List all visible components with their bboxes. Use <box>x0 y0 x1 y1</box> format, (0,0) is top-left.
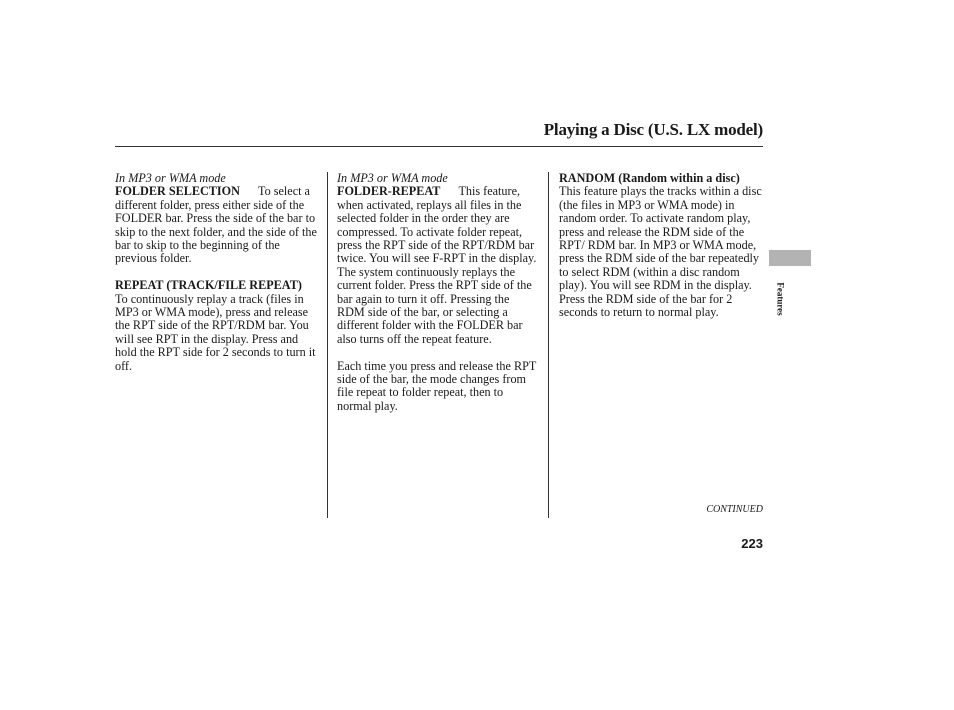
folder-selection-body: To select a different folder, press either side of the FOLDER bar. Press the side of the bar to skip to the next folder, and the side of the bar to skip to the beginning of the previous folder. <box>115 184 317 266</box>
random-paragraph <box>559 172 764 319</box>
mode-label: In MP3 or WMA mode <box>115 171 226 185</box>
folder-repeat-paragraph <box>337 185 540 346</box>
folder-repeat-heading: FOLDER-REPEAT <box>337 184 441 199</box>
column-divider <box>548 172 549 518</box>
random-heading: RANDOM (Random within a disc) <box>559 171 740 185</box>
title-rule <box>115 146 763 147</box>
column-divider <box>327 172 328 518</box>
repeat-mode-paragraph: Each time you press and release the RPT side of the bar, the mode changes from file repeat to folder repeat, then to normal play. <box>337 358 537 413</box>
section-label: Features <box>775 282 786 316</box>
folder-repeat-body: This feature, when activated, replays all files in the selected folder in the order they are compressed. To activate folder repeat, press the RPT side of the RPT/RDM bar twice. You will see F-RPT in the display. The system continuously replays the current folder. Press the RPT side of the bar again to turn it off. Pressing the RDM side of the bar, or selecting a different folder with the FOLDER bar also turns off the repeat feature. <box>337 184 537 346</box>
section-tab <box>769 250 811 266</box>
random-body: This feature plays the tracks within a disc (the files in MP3 or WMA mode) in random order. To activate random play, press and release the RDM side of the RPT/ RDM bar. In MP3 or WMA mode, press the RDM side of the bar repeatedly to select RDM (within a disc random play). You will see RDM in the display. Press the RDM side of the bar for 2 seconds to return to normal play. <box>559 184 762 320</box>
column-2 <box>337 172 540 427</box>
page-title: Playing a Disc (U.S. LX model) <box>543 120 763 139</box>
repeat-track-body: To continuously replay a track (files in MP3 or WMA mode), press and release the RPT side of the RPT/RDM bar. You will see RPT in the display. Press and hold the RPT side for 2 seconds to turn it off. <box>115 291 316 373</box>
column-1 <box>115 172 321 386</box>
continued-label: CONTINUED <box>706 504 763 515</box>
folder-selection-paragraph <box>115 185 321 265</box>
page-number: 223 <box>741 536 763 551</box>
repeat-track-heading: REPEAT (TRACK/FILE REPEAT) <box>115 278 302 293</box>
column-3 <box>559 172 764 333</box>
folder-selection-heading: FOLDER SELECTION <box>115 184 240 199</box>
mode-label: In MP3 or WMA mode <box>337 171 448 185</box>
repeat-track-paragraph <box>115 279 321 373</box>
